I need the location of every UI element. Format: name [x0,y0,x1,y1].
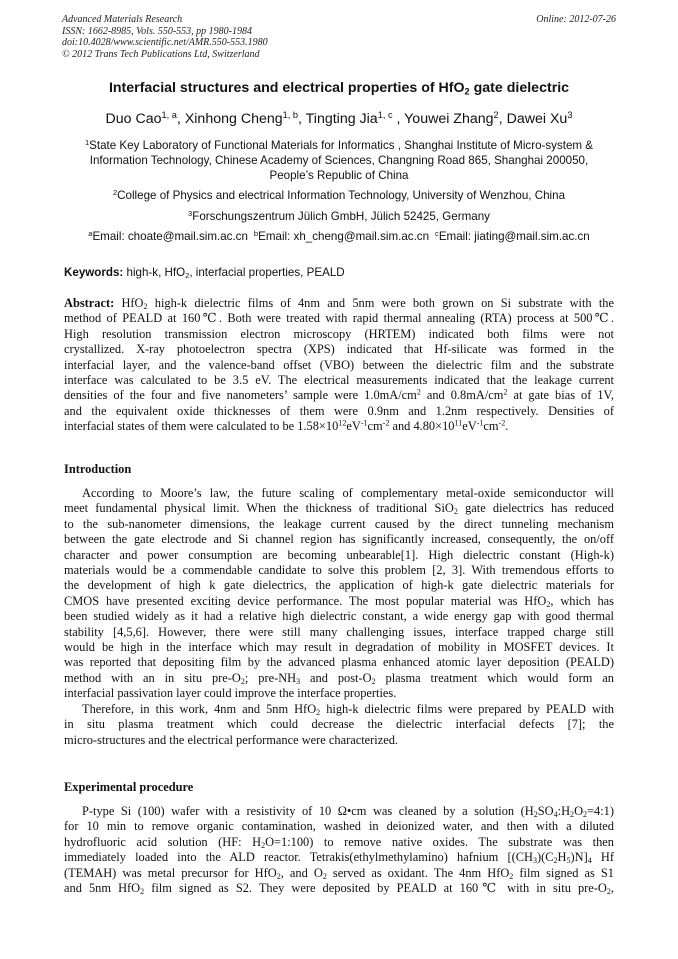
author-sep: , [176,111,185,127]
affiliation-2 [62,188,616,203]
author-name: Duo Cao [105,111,162,127]
abstract-line: and the equivalent oxide thicknesses of them were 0.9nm and 1.2nm respectively. Densities of [64,403,614,418]
paper-title [62,80,616,96]
author-name: Dawei Xu [506,111,568,127]
keywords-text-end: , interfacial properties, PEALD [189,266,345,279]
affiliation-1 [62,138,616,183]
body-line: to the sub-nanometer dimensions, the leakage current caused by the direct tunneling mechanism [64,516,614,531]
author-affil-mark: 1, c [377,109,393,120]
body-line: hydrofluoric acid solution (HF: $H_2O=1:100$) to remove native oxides. The substrate was then [64,834,614,850]
body-line: in situ plasma treatment which could decrease the dielectric interfacial defects [7]; the [64,717,614,732]
affiliation-line: People’s Republic of China [269,169,409,182]
author-name: Tingting Jia [305,111,378,127]
affiliation-3 [62,209,616,224]
title-text-end: gate dielectric [469,80,570,96]
experimental-body [64,804,614,896]
introduction-body [64,486,614,748]
title-text: Interfacial structures and electrical properties of HfO [108,80,465,96]
affiliation-text: College of Physics and electrical Information Technology, University of Wenzhou, China [117,189,566,202]
keywords-text: high-k, HfO [123,266,186,279]
author-sep: , [498,111,507,127]
body-line: Therefore, in this work, 4nm and 5nm HfO$_2$ high-k dielectric films were prepared by PEALD with [82,701,614,717]
abstract-label: Abstract: [64,296,115,310]
body-line: CMOS have presented exciting device performance. The most popular material was HfO$_2$, which has [64,593,615,609]
email-address: Email: jiating@mail.sim.ac.cn [438,230,590,243]
affiliation-line: Information Technology, Chinese Academy of Sciences, Changning Road 865, Shanghai 200050, [89,154,589,167]
body-line: method with an in situ pre-$O_2$; pre-$NH_3$ and post-$O_2$ plasma treatment which would form an [64,670,614,686]
affiliation-number: 1 [84,137,90,147]
body-line: between the gate electrode and Si channel region has significantly increased, consequently, the on/off [64,532,614,547]
abstract-line: interfacial layer, and the valence-band offset (VBO) between the dielectric film and the substrate [64,357,614,372]
author-name: Xinhong Cheng [184,111,283,127]
body-line: According to Moore’s law, the future scaling of complementary metal-oxide semiconductor will [82,486,614,500]
abstract-line: interface was calculated to be 3.5 eV. The electrical measurements indicated that the leakage current [64,373,614,388]
body-line: the development of high k gate dielectrics, the application of high-k gate dielectric materials for [64,578,614,593]
author-sep: , [392,111,405,127]
affiliation-line [62,138,616,153]
body-line: micro-structures and the electrical performance were characterized. [64,732,399,747]
email-address: Email: xh_cheng@mail.sim.ac.cn [258,230,430,243]
affiliation-text: State Key Laboratory of Functional Materials for Informatics , Shanghai Institute of Micro-system & [89,139,594,152]
body-line: (TEMAH) was metal precursor for HfO$_2$, and $O_2$ served as oxidant. The 4nm HfO$_2$ film signed as S1 [64,865,614,881]
body-line: would be high in the interface which may result in degradation of mobility in MOSFET devices. It [64,640,614,655]
body-line: materials would be a commendable candidate to solve this problem [2, 3]. With tremendous efforts to [64,563,614,578]
abstract-line: interfacial states of them were calculated to be $1.58\times 10^{12}eV^{-1}cm^{-2}$ and $4.80\times 10^{11}eV^{-1}cm^{-2}$. [64,418,509,434]
affiliation-number: 3 [188,208,193,218]
abstract-line: densities of the four and five nanometers’ sample were $1.0mA/cm^2$ and $0.8mA/cm^2$ at gate bias of 1V, [64,388,614,403]
author-name: Youwei Zhang [404,111,494,127]
email-mark: a [88,228,93,238]
keywords-label: Keywords: [64,266,124,279]
author-affil-mark: 1, a [161,109,177,120]
journal-header [62,14,616,60]
body-line: immediately loaded into the ALD reactor. Tetrakis(ethylmethylamino) hafnium $[(CH_3)(C_2H_5)N]_4$ Hf [64,850,614,866]
body-line: been studied widely as it had a relative high dielectric constant, a wide energy gap with good thermal [64,609,614,624]
journal-name: Advanced Materials Research [62,14,183,25]
body-line: stability [4,5,6]. However, there were still many challenging issues, interface trapped charge still [64,624,614,639]
issn-line: ISSN: 1662-8985, Vols. 550-553, pp 1980-1984 [62,25,252,37]
email-address: Email: choate@mail.sim.ac.cn [92,230,248,243]
author-sep: , [298,111,306,127]
email-mark: b [253,228,259,238]
body-line: and 5nm HfO$_2$ film signed as S2. They were deposited by PEALD at 160℃ with in situ pre-$O_2$, [64,881,615,897]
abstract-line: crystallized. X-ray photoelectron spectra (XPS) indicated that Hf-silicate was formed in the [64,342,614,357]
abstract-line: method of PEALD at 160℃. Both were treated with rapid thermal annealing (RTA) process at 500℃. [64,311,614,326]
copyright-line: © 2012 Trans Tech Publications Ltd, Switzerland [62,48,260,60]
body-line: P-type Si (100) wafer with a resistivity of 10 Ω•cm was cleaned by a solution $(H_2SO_4:H_2O_2=4:1)$ [82,804,614,819]
body-line: interfacial passivation layer could improve the interface properties. [64,686,397,701]
doi-line: doi:10.4028/www.scientific.net/AMR.550-553.1980 [62,37,268,48]
body-line: was reported that depositing film by the advanced plasma enhanced atomic layer deposition (PEALD) [64,655,614,670]
author-affil-mark: 3 [567,109,573,120]
abstract-line: High resolution transmission electron microscopy (HRTEM) indicated both films were not [64,326,614,341]
title-subscript: 2 [464,86,470,97]
affiliation-number: 2 [112,187,118,197]
email-mark: c [435,228,439,238]
keywords [64,266,618,279]
author-affil-mark: 2 [493,109,499,120]
body-line: for 10 min to remove organic contamination, washed in deionized water, and then with a diluted [64,819,614,834]
body-line: meet fundamental physical limit. When the thickness of traditional SiO$_2$ gate dielectrics has reduced [64,501,614,517]
section-heading-experimental: Experimental procedure [64,780,194,794]
affiliation-text: Forschungszentrum Jülich GmbH, Jülich 52425, Germany [192,210,490,223]
abstract-line: Abstract: HfO$_2$ high-k dielectric films of 4nm and 5nm were both grown on Si substrate with the [64,296,614,311]
body-line: character and power consumption are becoming unbearable[1]. High dielectric constant (High-k) [64,547,614,562]
author-emails [62,230,616,243]
author-list [62,111,616,127]
abstract [64,296,614,435]
author-affil-mark: 1, b [282,109,299,120]
online-date: Online: 2012-07-26 [536,14,616,25]
keywords-subscript: 2 [185,270,190,280]
section-heading-introduction: Introduction [64,462,132,476]
